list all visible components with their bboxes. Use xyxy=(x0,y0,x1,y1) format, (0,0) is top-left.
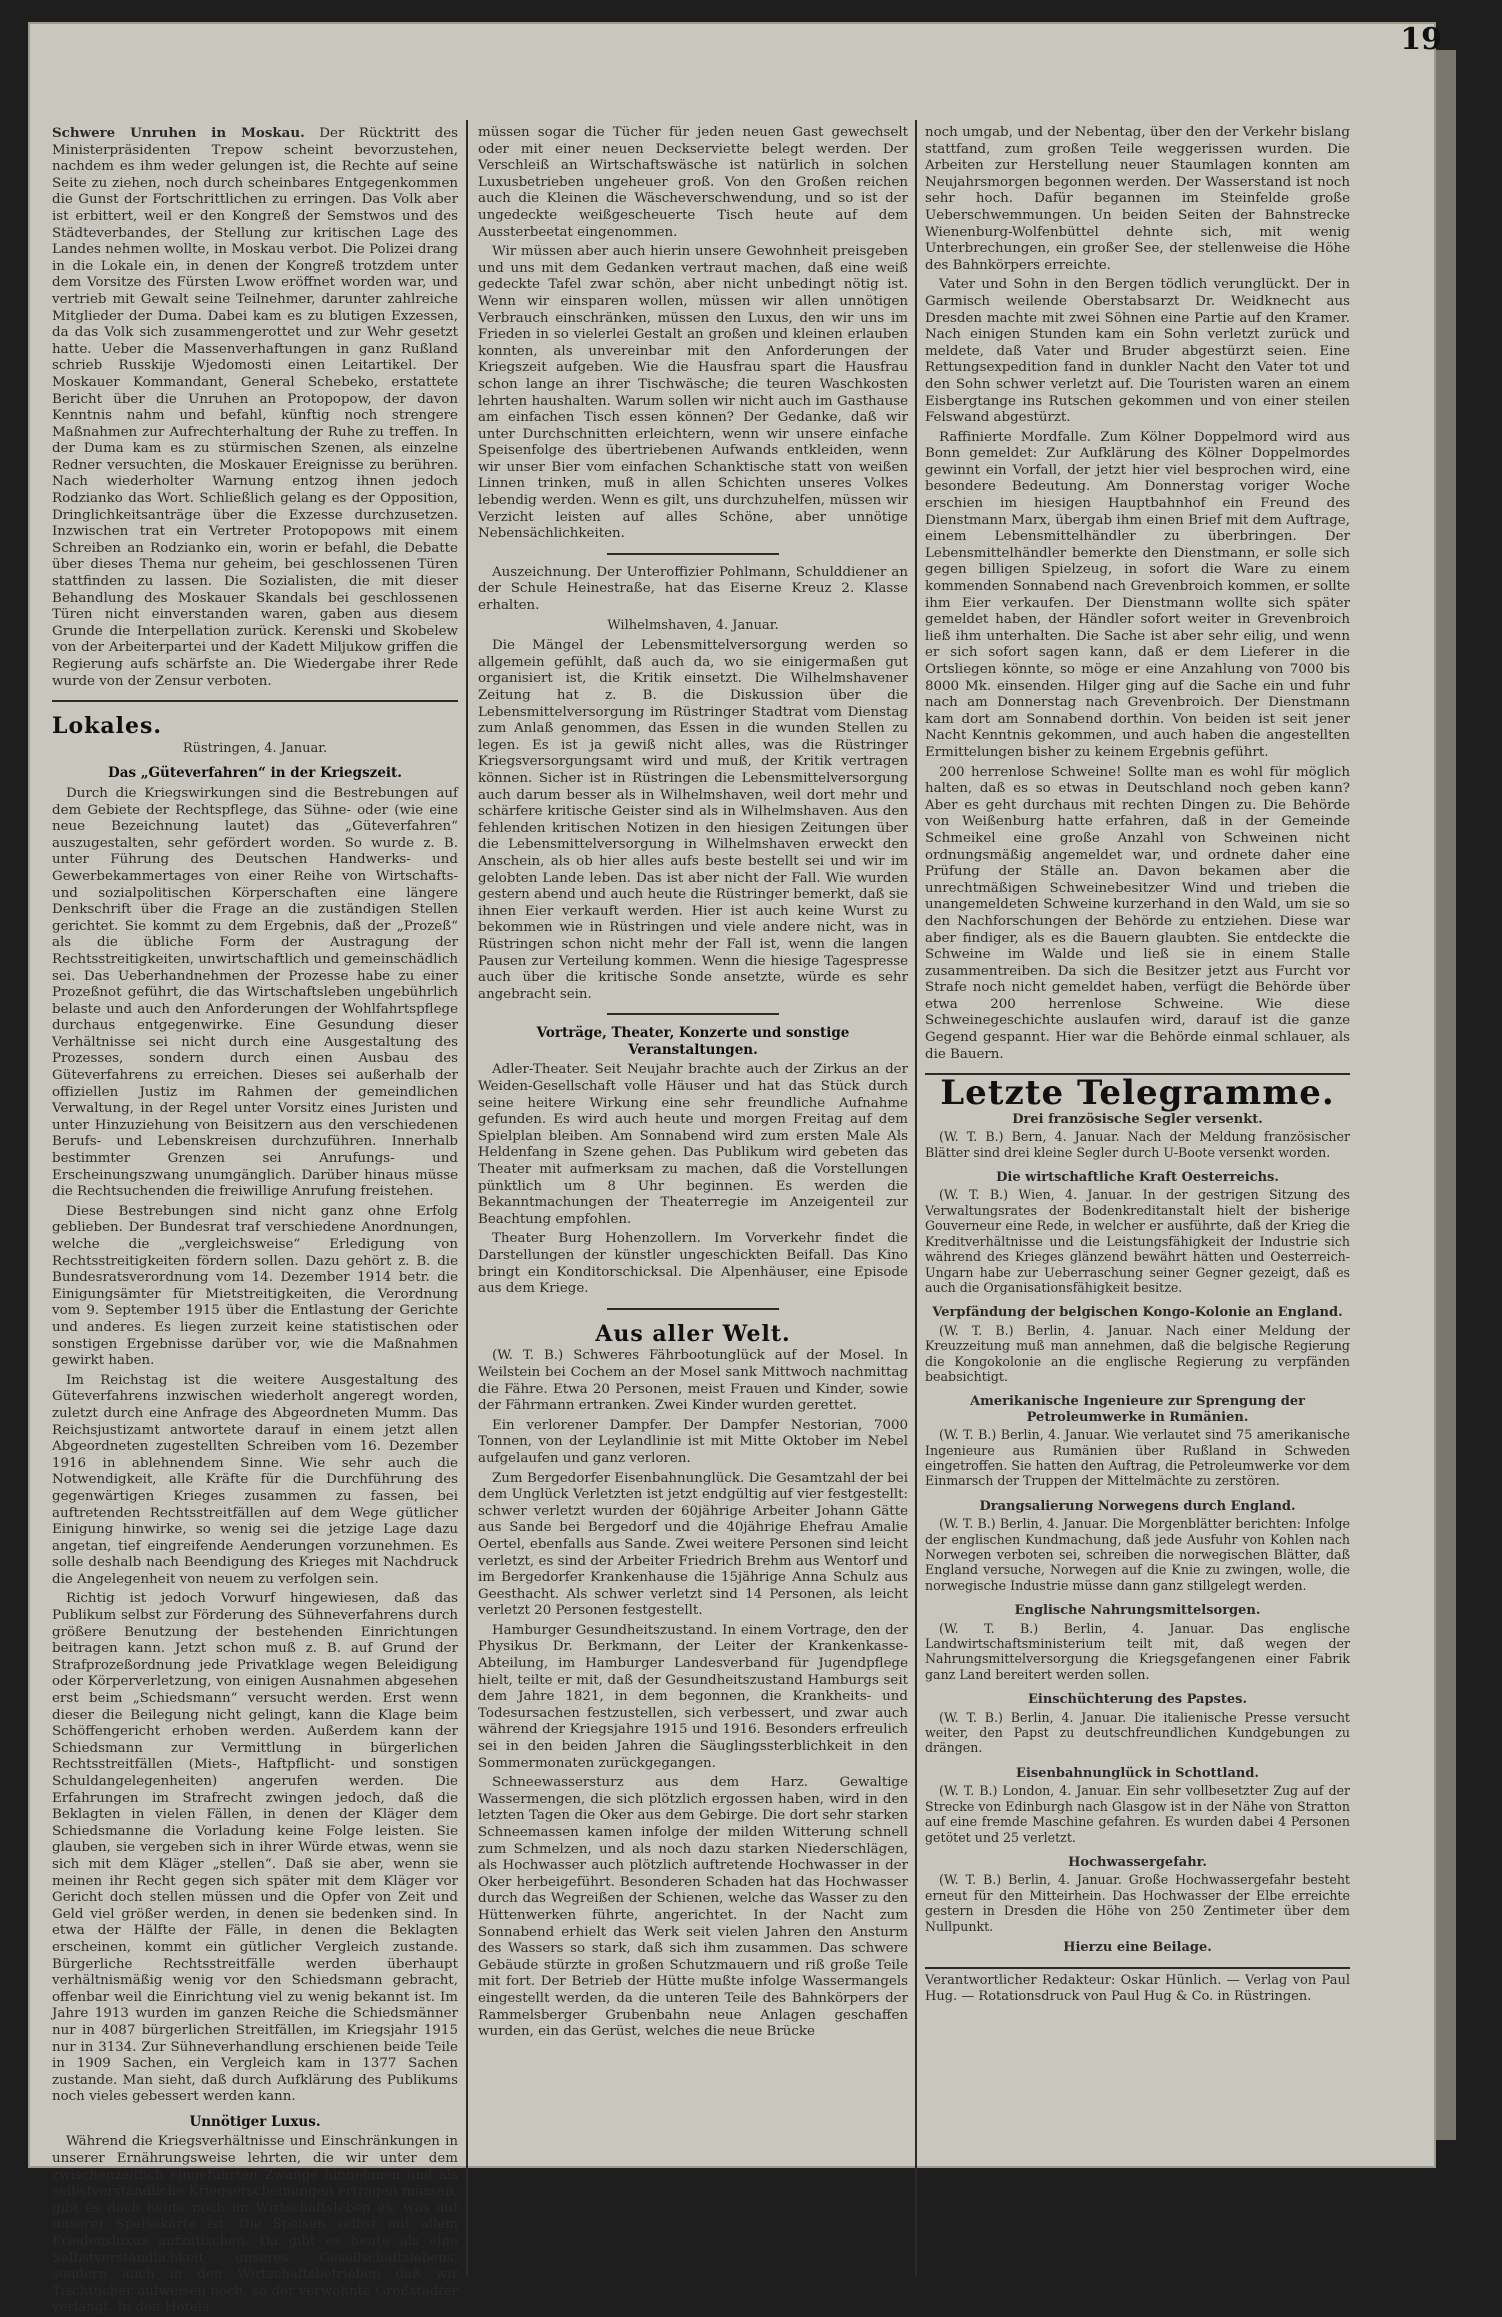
column-1 xyxy=(52,125,458,2316)
telegram-text: (W. T. B.) Berlin, 4. Januar. Die italienische Presse versucht weiter, den Papst zu deutschfreundlichen Kundgebungen zu drängen. xyxy=(925,1709,1350,1756)
page-edge xyxy=(1436,50,1456,2140)
article-paragraph: Theater Burg Hohenzollern. Im Vorverkehr findet die Darstellungen der künstler ungeschickten Beifall. Das Kino bringt ein Konditorschicksal. Die Alpenhäuser, eine Episode aus dem Kriege. xyxy=(478,1231,908,1297)
column-2 xyxy=(478,125,908,2277)
divider xyxy=(607,553,779,555)
telegram-heading: Drei französische Segler versenkt. xyxy=(1012,1111,1263,1127)
telegram-heading: Die wirtschaftliche Kraft Oesterreichs. xyxy=(996,1170,1279,1186)
article-paragraph: Richtig ist jedoch Vorwurf hingewiesen, daß das Publikum selbst zur Förderung des Sühneverfahrens durch größere Benutzung der bestehenden Einrichtungen beitragen kann. Jetzt schon muß z. B. auf Grund der Strafprozeßordnung jede Privatklage wegen Beleidigung oder Körperverletzung, von einigen Ausnahmen abgesehen erst beim „Schiedsmann“ versucht werden. Erst wenn dieser die Beilegung nicht gelingt, kann die Klage beim Schöffengericht erhoben werden. Außerdem kann der Schiedsmann zur Vermittlung in bürgerlichen Rechtsstreitfällen (Miets-, Haftpflicht- und sonstigen Schuldangelegenheiten) angerufen werden. Die Erfahrungen im Strafrecht zwingen jedoch, daß die Beklagten in vielen Fällen, in denen der Kläger dem Schiedsmanne die Vorladung keine Folge leisten. Sie glauben, sie vergeben sich in ihrer Würde etwas, wenn sie sich mit dem Kläger „stellen“. Daß sie aber, wenn sie meinen ihr Recht gegen sich später mit dem Kläger vor Gericht doch stellen müssen und die Opfer von Zeit und Geld viel größer werden, in denen sie bedenken sind. In etwa der Hälfte der Fälle, in denen die Beklagten erscheinen, kommt ein gütlicher Vergleich zustande. Bürgerliche Rechtsstreitfälle werden überhaupt verhältnismäßig wenig vor den Schiedsmann gebracht, offenbar weil die Einrichtung viel zu wenig bekannt ist. Im Jahre 1913 wurden im ganzen Reiche die Schiedsmänner nur in 4087 bürgerlichen Streitfällen, im Kriegsjahr 1915 nur in 3134. Zur Sühneverhandlung erschienen beide Teile in 1909 Sachen, ein Vergleich kam in 1377 Sachen zustande. Man sieht, daß durch Aufklärung des Publikums noch vieles gebessert werden kann. xyxy=(52,1591,458,2105)
article-paragraph: noch umgab, und der Nebentag, über den der Verkehr bislang stattfand, zum großen Teile weggerissen wurden. Die Arbeiten zur Herstellung neuer Staumlagen konnten am Neujahrsmorgen begonnen werden. Der Wasserstand ist noch sehr hoch. Dafür begannen im Steinfelde große Ueberschwemmungen. Un beiden Seiten der Bahnstrecke Wienenburg-Wolfenbüttel dehnte sich, mit wenig Unterbrechungen, ein großer See, der stellenweise die Höhe des Bahnkörpers erreichte. xyxy=(925,125,1350,273)
telegram-heading: Drangsalierung Norwegens durch England. xyxy=(979,1498,1296,1514)
article-paragraph: Schneewassersturz aus dem Harz. Gewaltige Wassermengen, die sich plötzlich ergossen haben, wird in den letzten Tagen die Oker aus dem Gebirge. Die dort sehr starken Schneemassen kamen infolge der milden Witterung schnell zum Schmelzen, und als noch dazu starken Niederschlägen, als Hochwasser auch plötzlich auftretende Hochwasser in der Oker herbeigeführt. Besonderen Schaden hat das Hochwasser durch das Wegreißen der Schienen, welche das Wasser zu den Hüttenwerken führte, angerichtet. In der Nacht zum Sonnabend erhielt das Werk seit vielen Jahren den Ansturm des Wassers so stark, daß sich ihm zusammen. Das schwere Gebäude stürzte in großen Schutzmauern und riß große Teile mit fort. Der Betrieb der Hütte mußte infolge Wassermangels eingestellt werden, da die unteren Teile des Bahnkörpers der Rammelsberger Grubenbahn neue Anlagen geschaffen wurden, ein das Gerüst, welches die neue Brücke xyxy=(478,1775,908,2040)
column-rule xyxy=(466,120,468,2277)
article-paragraph: müssen sogar die Tücher für jeden neuen Gast gewechselt oder mit einer neuen Deckserviette belegt werden. Der Verschleiß an Wirtschaftswäsche ist natürlich in solchen Luxusbetrieben ungeheuer groß. Von den Großen reichen auch die Kleinen die Wäscheverschwendung, und so ist der ungedeckte weißgescheuerte Tisch heute auf dem Aussterbeetat eingenommen. xyxy=(478,125,908,240)
article-paragraph: Hamburger Gesundheitszustand. In einem Vortrage, den der Physikus Dr. Berkmann, der Leiter der Krankenkasse-Abteilung, im Hamburger Landesverband für Jugendpflege hielt, teilte er mit, daß der Gesundheitszustand Hamburgs seit dem Jahre 1821, in dem begonnen, die Krankheits- und Todesursachen festzustellen, sich verbessert, und zwar auch während der Kriegsjahre 1915 und 1916. Besonders erfreulich sei in den beiden Jahren die Säuglingssterblichkeit in den Sommermonaten zurückgegangen. xyxy=(478,1622,908,1771)
article-paragraph: Die Mängel der Lebensmittelversorgung werden so allgemein gefühlt, daß auch da, wo sie einigermaßen gut organisiert ist, die Kritik einsetzt. Die Wilhelmshavener Zeitung hat z. B. die Diskussion über die Lebensmittelversorgung im Rüstringer Stadtrat vom Dienstag zum Anlaß genommen, das Essen in die wunden Stellen zu legen. Es ist ja gewiß nicht alles, was die Rüstringer Kriegsversorgungsamt wird und muß, der Kritik vertragen können. Sicher ist in Rüstringen die Lebensmittelversorgung auch darum besser als in Wilhelmshaven, weil dort mehr und schärfere kritische Geister sind als in Wilhelmshaven. Aus den fehlenden kritischen Notizen in den hiesigen Zeitungen über die Lebensmittelversorgung in Wilhelmshaven erweckt den Anschein, als ob hier alles aufs beste bestellt sei und wir im gelobten Lande leben. Das ist aber nicht der Fall. Wie wurden gestern abend und auch heute die Rüstringer bemerkt, daß sie ihnen Eier verkauft werden. Hier ist auch keine Wurst zu bekommen wie in Rüstringen und viele andere nicht, was in Rüstringen schon nicht mehr der Fall ist, wenn die langen Pausen zur Verteilung kommen. Wenn die hiesige Tagespresse auch über die kritische Sonde ansetzte, würde es sehr angebracht sein. xyxy=(478,638,908,1002)
telegram-heading: Englische Nahrungsmittelsorgen. xyxy=(1014,1603,1261,1619)
section-heading: Aus aller Welt. xyxy=(595,1320,791,1347)
article-paragraph: Diese Bestrebungen sind nicht ganz ohne Erfolg geblieben. Der Bundesrat traf verschiedene Anordnungen, welche die „vergleichsweise“ Erledigung von Rechtsstreitigkeiten fördern sollen. Dazu gehört z. B. die Bundesratsverordnung vom 14. Dezember 1914 betr. die Einigungsämter für Mietstreitigkeiten, die Verordnung vom 9. September 1915 über die Entlastung der Gerichte und anderes. Es liegen zurzeit keine statistischen oder sonstigen Ergebnisse darüber vor, wie die Maßnahmen gewirkt haben. xyxy=(52,1203,458,1369)
telegram-text: (W. T. B.) Berlin, 4. Januar. Wie verlautet sind 75 amerikanische Ingenieure aus Rumänien über Rußland in Schweden eingetroffen. Sie hatten den Auftrag, die Petroleumwerke vor dem Einmarsch der Truppen der Mittelmächte zu zerstören. xyxy=(925,1427,1350,1489)
article-paragraph: (W. T. B.) Schweres Fährbootunglück auf der Mosel. In Weilstein bei Cochem an der Mosel sank Mittwoch nachmittag die Fähre. Etwa 20 Personen, meist Frauen und Kinder, sowie der Fährmann ertranken. Zwei Kinder wurden gerettet. xyxy=(478,1348,908,1414)
column-3 xyxy=(925,125,1350,2277)
article-title: Schwere Unruhen in Moskau. xyxy=(52,125,305,141)
telegram-text: (W. T. B.) Berlin, 4. Januar. Das englische Landwirtschaftsministerium teilt mit, daß wegen der Nahrungsmittelversorgung die Kriegsgefangenen einer Fabrik ganz Land bereitert werden sollen. xyxy=(925,1620,1350,1682)
article-paragraph: Adler-Theater. Seit Neujahr brachte auch der Zirkus an der Weiden-Gesellschaft volle Häuser und hat das Stück durch seine heitere Wirkung eine sehr freundliche Aufnahme gefunden. Es wird auch heute und morgen Freitag auf dem Spielplan bleiben. Am Sonnabend wird zum ersten Male Als Heldenfang in Szene gehen. Das Publikum wird gebeten das Theater mit aufmerksam zu machen, daß die Vorstellungen pünktlich um 8 Uhr beginnen. Es werden die Bekanntmachungen der Theaterregie im Anzeigenteil zur Beachtung empfohlen. xyxy=(478,1062,908,1227)
article-paragraph: Raffinierte Mordfalle. Zum Kölner Doppelmord wird aus Bonn gemeldet: Zur Aufklärung des Kölner Doppelmordes gewinnt ein Vorfall, der jetzt hier viel besprochen wird, eine besondere Bedeutung. Am Donnerstag voriger Woche erschien im hiesigen Hauptbahnhof ein Freund des Dienstmann Marx, übergab ihm einen Brief mit dem Auftrage, einem Lebensmittelhändler zu überbringen. Der Lebensmittelhändler bemerkte den Dienstmann, er solle sich gegen billigen Spielzeug, in sofort die Ware zu einem kommenden Sonnabend nach Grevenbroich kommen, er sollte ihm Eier verkaufen. Der Dienstmann wollte sich später gemeldet haben, der Händler sofort weiter in Grevenbroich ließ ihm unterhalten. Die Sache ist aber sehr eilig, und wenn er sich sofort sagen kann, daß er dem Lieferer in die Ortsliegen könnte, so möge er eine Anzahlung von 7000 bis 8000 Mk. einsenden. Hilger ging auf die Sache ein und fuhr nach am Donnerstag nach Grevenbroich. Der Dienstmann kam dort am Sonnabend dorthin. Von beiden ist seit jener Nacht Kenntnis gekommen, und auch haben die angestellten Ermittelungen bisher zu keinem Ergebnis geführt. xyxy=(925,429,1350,760)
section-heading: Letzte Telegramme. xyxy=(940,1073,1335,1114)
divider xyxy=(607,1013,779,1015)
supplement-note: Hierzu eine Beilage. xyxy=(1063,1939,1212,1955)
telegram-heading: Einschüchterung des Papstes. xyxy=(1027,1692,1248,1708)
dateline: Wilhelmshaven, 4. Januar. xyxy=(607,617,779,633)
telegram-text: (W. T. B.) Berlin, 4. Januar. Die Morgenblätter berichten: Infolge der englischen Kundmachung, daß jede Ausfuhr von Kohlen nach Norwegen verboten sei, schreiben die norwegischen Blätter, daß England versuche, Norwegen auf die Knie zu zwingen, wolle, die norwegische Industrie müsse dann ganz stillgelegt werden. xyxy=(925,1516,1350,1593)
section-heading: Vorträge, Theater, Konzerte und sonstige Veranstaltungen. xyxy=(536,1025,850,1058)
column-rule xyxy=(915,120,917,2277)
telegram-heading: Amerikanische Ingenieure zur Sprengung der Petroleumwerke in Rumänien. xyxy=(970,1394,1305,1425)
telegram-text: (W. T. B.) Wien, 4. Januar. In der gestrigen Sitzung des Verwaltungsrates der Bodenkreditanstalt hielt der bisherige Gouverneur eine Rede, in welcher er ausführte, daß der Krieg die Kreditverhältnisse und die Leistungsfähigkeit der Industrie sich während des Krieges glänzend bewährt hätten und Oesterreich-Ungarn habe zur Ueberraschung seiner Gegner gezeigt, daß es auch die Organisationsfähigkeit besitze. xyxy=(925,1187,1350,1295)
telegram-text: (W. T. B.) London, 4. Januar. Ein sehr vollbesetzter Zug auf der Strecke von Edinburgh nach Glasgow ist in der Nähe von Stratton auf eine fremde Maschine gefahren. Es wurden dabei 4 Personen getötet und 25 verletzt. xyxy=(925,1783,1350,1845)
article-paragraph: Während die Kriegsverhältnisse und Einschränkungen in unserer Ernährungsweise lehrten, die wir unter dem zwischenzeitlich eingeführten Zwange hinnehmen und als selbstverständliche Kriegserscheinungen ertragen müssen, gibt es doch heute noch im Wirtschaftsleben es, was auf unserer Speisekarte ist. Die Speisen selbst mit allem Friedensluxus aufzutischen. Da gibt es heute als eine Selbstverständlichkeit unseres Gesellschaftslebens, sondern auch in den Wirtschaftsbetrieben daß wir Tischtücher aufweisen noch, so der verwöhnte Großstädter verlangt. In den Hotels xyxy=(52,2134,458,2316)
telegram-text: (W. T. B.) Berlin, 4. Januar. Nach einer Meldung der Kreuzzeitung muß man annehmen, daß die belgische Regierung die Kongokolonie an die englische Regierung zu verpfänden beabsichtigt. xyxy=(925,1322,1350,1384)
article-heading: Das „Güteverfahren“ in der Kriegszeit. xyxy=(108,765,402,782)
section-heading: Lokales. xyxy=(52,713,163,740)
article-paragraph: Vater und Sohn in den Bergen tödlich verunglückt. Der in Garmisch weilende Oberstabsarzt Dr. Weidknecht aus Dresden machte mit zwei Söhnen eine Partie auf den Kramer. Nach einigen Stunden kam ein Sohn verletzt zurück und meldete, daß Vater und Bruder abgestürzt seien. Eine Rettungsexpedition fand in dunkler Nacht den Vater tot und den Sohn schwer verletzt auf. Die Touristen waren an einem Eisbergtange ins Rutschen gekommen und von einer steilen Felswand abgestürzt. xyxy=(925,277,1350,426)
divider xyxy=(52,700,458,702)
article-paragraph: Ein verlorener Dampfer. Der Dampfer Nestorian, 7000 Tonnen, von der Leylandlinie ist mit Mitte Oktober im Nebel aufgelaufen und ganz verloren. xyxy=(478,1417,908,1466)
article-paragraph xyxy=(52,125,458,690)
article-paragraph: 200 herrenlose Schweine! Sollte man es wohl für möglich halten, daß es so etwas in Deutschland noch geben kann? Aber es geht durchaus mit rechten Dingen zu. Die Behörde von Weißenburg hatte erfahren, daß in der Gemeinde Schmeikel eine große Anzahl von Schweinen nicht ordnungsmäßig angemeldet war, und ordnete daher eine Prüfung der Ställe an. Davon bekamen aber die unrechtmäßigen Schweinebesitzer Wind und trieben die unangemeldeten Schweine kurzerhand in den Wald, um sie so den Nachforschungen der Behörde zu entziehen. Diese war aber findiger, als es die Bauern glaubten. Sie entdeckte die Schweine im Walde und ließ sie in einem Stalle zusammentreiben. Da sich die Besitzer jetzt aus Furcht vor Strafe noch nicht gemeldet haben, verfügt die Behörde über etwa 200 herrenlose Schweine. Wie diese Schweinegeschichte auslaufen wird, darauf ist die ganze Gegend gespannt. Hier war die Behörde einmal schlauer, als die Bauern. xyxy=(925,764,1350,1062)
telegram-heading: Eisenbahnunglück in Schottland. xyxy=(1016,1765,1259,1781)
article-paragraph: Zum Bergedorfer Eisenbahnunglück. Die Gesamtzahl der bei dem Unglück Verletzten ist jetzt endgültig auf vier festgestellt: schwer verletzt wurden der 60jährige Arbeiter Johann Gätte aus Sande bei Bergedorf und die 40jährige Ehefrau Amalie Oertel, ebenfalls aus Sande. Zwei weitere Personen sind leicht verletzt, es sind der Arbeiter Friedrich Brehm aus Wentorf und im Bergedorfer Krankenhause die 15jährige Anna Schulz aus Geesthacht. Als schwer verletzt sind 14 Personen, als leicht verletzt 20 Personen festgestellt. xyxy=(478,1470,908,1619)
article-paragraph: Durch die Kriegswirkungen sind die Bestrebungen auf dem Gebiete der Rechtspflege, das Sühne- oder (wie eine neue Bezeichnung lautet) das „Güteverfahren“ auszugestalten, sehr gefördert worden. So wurde z. B. unter Führung des Deutschen Handwerks- und Gewerbekammertages von einer Reihe von Wirtschafts- und sozialpolitischen Körperschaften eine längere Denkschrift über die Frage an die zuständigen Stellen gerichtet. Sie kommt zu dem Ergebnis, daß der „Prozeß“ als die übliche Form der Austragung der Rechtsstreitigkeiten, unwirtschaftlich und gemeinschädlich sei. Das Ueberhandnehmen der Prozesse habe zu einer Prozeßnot geführt, die das Wirtschaftsleben ungebührlich belaste und auch den Anforderungen der Wohlfahrtspflege durchaus entgegenwirke. Eine Gesundung dieser Verhältnisse sei nicht durch eine Ausgestaltung des Prozesses, sondern durch einen Ausbau des Güteverfahrens zu erreichen. Dieses sei außerhalb der offiziellen Justiz im Rahmen der gemeindlichen Verwaltung, in der Regel unter Vorsitz eines Juristen und unter Hinzuziehung von Beisitzern aus den verschiedenen Berufs- und Lebenskreisen durchzuführen. Innerhalb bestimmter Grenzen sei Anrufungs- und Erscheinungszwang unumgänglich. Darüber hinaus müsse die Rechtsuchenden die freiwillige Anrufung freistehen. xyxy=(52,785,458,1200)
article-paragraph: Auszeichnung. Der Unteroffizier Pohlmann, Schulddiener an der Schule Heinestraße, hat das Eiserne Kreuz 2. Klasse erhalten. xyxy=(478,564,908,614)
divider xyxy=(607,1308,779,1310)
page-number: 19 xyxy=(1400,22,1442,57)
article-heading: Unnötiger Luxus. xyxy=(189,2113,321,2130)
telegram-list xyxy=(925,1112,1350,1934)
telegram-text: (W. T. B.) Bern, 4. Januar. Nach der Meldung französischer Blätter sind drei kleine Segler durch U-Boote versenkt worden. xyxy=(925,1129,1350,1160)
imprint: Verantwortlicher Redakteur: Oskar Hünlich. — Verlag von Paul Hug. — Rotationsdruck von Paul Hug & Co. in Rüstringen. xyxy=(925,1967,1350,2005)
telegram-text: (W. T. B.) Berlin, 4. Januar. Große Hochwassergefahr besteht erneut für den Mitteirhein. Das Hochwasser der Elbe erreichte gestern in Dresden die Höhe von 250 Zentimeter über dem Nullpunkt. xyxy=(925,1872,1350,1934)
article-paragraph: Wir müssen aber auch hierin unsere Gewohnheit preisgeben und uns mit dem Gedanken vertraut machen, daß eine weiß gedeckte Tafel zwar schön, aber nicht unbedingt nötig ist. Wenn wir einsparen wollen, müssen wir allen unnötigen Verbrauch einschränken, müssen den Luxus, den wir uns im Frieden in so vielerlei Gestalt an großen und kleinen erlauben konnten, als unvereinbar mit den Anforderungen der Kriegszeit aufgeben. Wie die Hausfrau spart die Hausfrau schon lange an ihrer Tischwäsche; die teuren Waschkosten lehrten haushalten. Warum sollen wir nicht auch im Gasthause am einfachen Tisch essen können? Der Gedanke, daß wir unter Durchschnitten erleichtern, wenn wir unsere einfache Speisenfolge des übertriebenen Aufwands entkleiden, wenn wir unser Bier vom einfachen Schanktische statt von weißen Linnen trinken, muß in allen Schichten unseres Volkes lebendig werden. Wenn es gilt, uns durchzuhelfen, müssen wir Verzicht leisten auf alles Schöne, aber unnötige Nebensächlichkeiten. xyxy=(478,244,908,542)
telegram-heading: Verpfändung der belgischen Kongo-Kolonie an England. xyxy=(932,1305,1343,1321)
telegram-heading: Hochwassergefahr. xyxy=(1068,1854,1207,1870)
article-paragraph: Im Reichstag ist die weitere Ausgestaltung des Güteverfahrens inzwischen wiederholt angeregt worden, zuletzt durch eine Anfrage des Abgeordneten Mumm. Das Reichsjustizamt antwortete darauf in einem jetzt allen Abgeordneten zugestellten Schreiben vom 16. Dezember 1916 in ablehnendem Sinne. Wie sehr auch die Notwendigkeit, alle Kräfte für die Durchführung des gegenwärtigen Krieges zusammen zu fassen, bei auftretenden Rechtsstreitfällen auf dem Wege gütlicher Einigung hinwirke, so wenig sei die jetzige Lage dazu angetan, tief eingreifende Aenderungen vorzunehmen. Es solle deshalb nach Beendigung des Krieges mit Nachdruck die Angelegenheit von neuem zu verfolgen sein. xyxy=(52,1372,458,1587)
dateline: Rüstringen, 4. Januar. xyxy=(182,740,328,756)
article-text: Der Rücktritt des Ministerpräsidenten Trepow scheint bevorzustehen, nachdem es ihm weder gelungen ist, die Rechte auf seine Seite zu ziehen, noch durch scheinbares Entgegenkommen die Gunst der Fortschrittlichen zu erringen. Das Volk aber ist erbittert, weil er den Kongreß der Semstwos und des Städteverbandes, der Stellung zur kritischen Lage des Landes nehmen wollte, in Moskau verbot. Die Polizei drang in die Lokale ein, in denen der Kongreß trotzdem unter dem Vorsitze des Fürsten Lwow eröffnet worden war, und vertrieb mit Gewalt seine Teilnehmer, darunter zahlreiche Mitglieder der Duma. Dabei kam es zu blutigen Exzessen, da das Volk sich zusammengerottet und zur Wehr gesetzt hatte. Ueber die Massenverhaftungen in ganz Rußland schrieb Russkije Wjedomosti einen Leitartikel. Der Moskauer Kommandant, General Schebeko, erstattete Bericht über die Unruhen an Protopopow, der davon Kenntnis nahm und befahl, künftig noch strengere Maßnahmen zur Aufrechterhaltung der Ruhe zu treffen. In der Duma kam es zu stürmischen Szenen, als einzelne Redner versuchten, die Moskauer Ereignisse zu berühren. Nach wiederholter Warnung entzog ihnen jedoch Rodzianko das Wort. Schließlich gelang es der Opposition, Dringlichkeitsanträge über die Exzesse durchzusetzen. Inzwischen trat ein Vertreter Protopopows mit einem Schreiben an Rodzianko ein, worin er befahl, die Debatte über dieses Thema nur geheim, bei geschlossenen Türen stattfinden zu lassen. Die Sozialisten, die mit dieser Behandlung des Moskauer Skandals bei geschlossenen Türen nicht einverstanden waren, gaben aus diesem Grunde die Interpellation zurück. Kerenski und Skobelew von der Arbeiterpartei und der Kadett Miljukow griffen die Regierung aufs schärfste an. Die Wiedergabe ihrer Rede wurde von der Zensur verboten. xyxy=(52,126,458,689)
